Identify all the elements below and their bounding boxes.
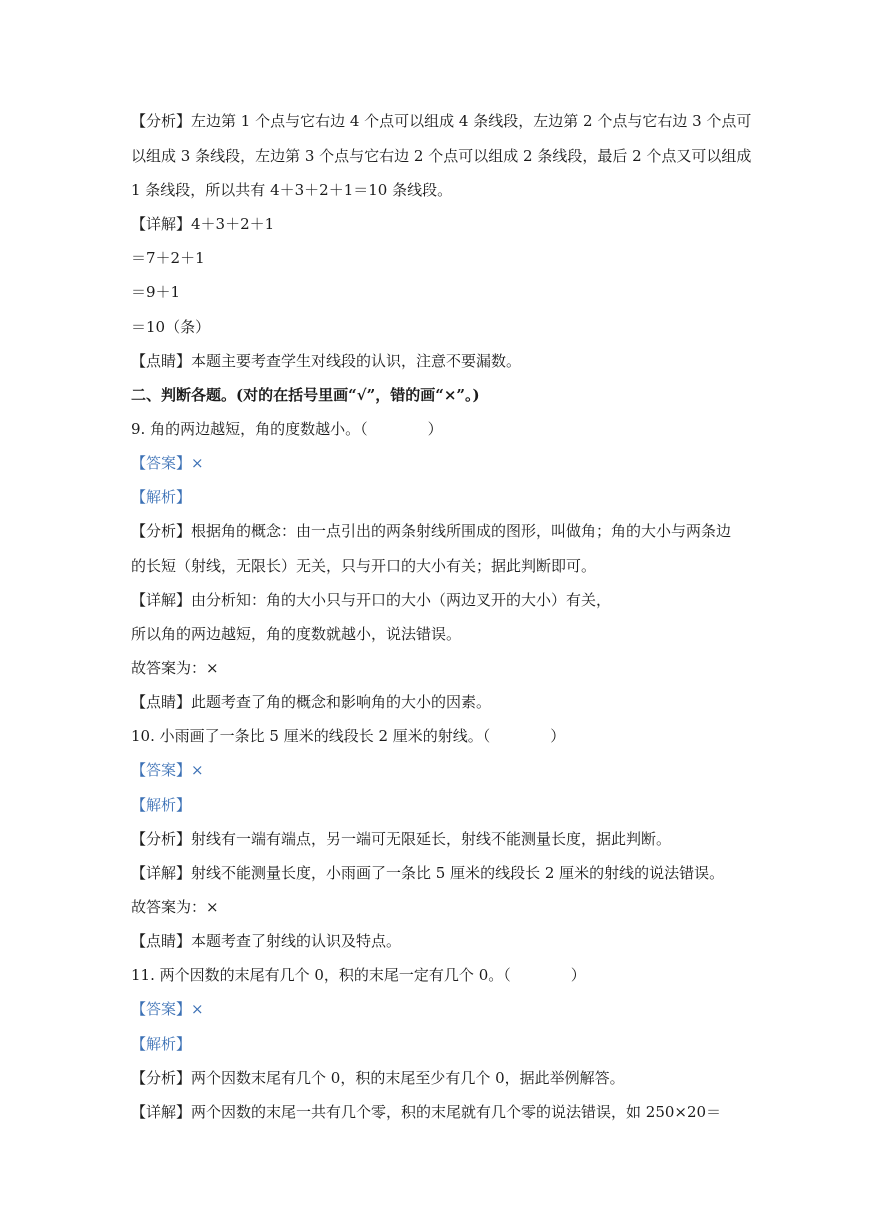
- question-10: 10. 小雨画了一条比 5 厘米的线段长 2 厘米的射线。（ ）: [131, 727, 566, 745]
- q10-comment: 【点睛】本题考查了射线的认识及特点。: [131, 932, 402, 950]
- detail-line-1: 【详解】4＋3＋2＋1: [131, 215, 275, 233]
- q10-explanation-label: 【解析】: [131, 796, 192, 814]
- q10-answer: 【答案】×: [131, 761, 204, 779]
- q9-explanation-label: 【解析】: [131, 488, 192, 506]
- q9-analysis-line-1: 【分析】根据角的概念：由一点引出的两条射线所围成的图形，叫做角；角的大小与两条边: [131, 522, 732, 540]
- analysis-line-2: 以组成 3 条线段，左边第 3 个点与它右边 2 个点可以组成 2 条线段，最后 2 个点又可以组成: [131, 147, 752, 165]
- analysis-line-1: 【分析】左边第 1 个点与它右边 4 个点可以组成 4 条线段，左边第 2 个点与它右边 3 个点可: [131, 112, 752, 130]
- q9-analysis-line-2: 的长短（射线，无限长）无关，只与开口的大小有关；据此判断即可。: [131, 557, 597, 575]
- q11-explanation-label: 【解析】: [131, 1035, 192, 1053]
- q9-detail-line-2: 所以角的两边越短，角的度数就越小，说法错误。: [131, 625, 462, 643]
- q10-analysis: 【分析】射线有一端有端点，另一端可无限延长，射线不能测量长度，据此判断。: [131, 830, 672, 848]
- q11-detail: 【详解】两个因数的末尾一共有几个零，积的末尾就有几个零的说法错误，如 250×20＝: [131, 1103, 722, 1121]
- q10-detail: 【详解】射线不能测量长度，小雨画了一条比 5 厘米的线段长 2 厘米的射线的说法错误。: [131, 864, 725, 882]
- section-heading: 二、判断各题。(对的在括号里画“√”，错的画“×”。): [131, 386, 480, 404]
- q9-answer: 【答案】×: [131, 454, 204, 472]
- question-11: 11. 两个因数的末尾有几个 0，积的末尾一定有几个 0。（ ）: [131, 966, 586, 984]
- detail-line-4: ＝10（条）: [131, 318, 211, 336]
- comment-line: 【点睛】本题主要考查学生对线段的认识，注意不要漏数。: [131, 352, 522, 370]
- q9-conclusion: 故答案为：×: [131, 659, 219, 677]
- q10-conclusion: 故答案为：×: [131, 898, 219, 916]
- detail-line-3: ＝9＋1: [131, 283, 181, 301]
- analysis-line-3: 1 条线段，所以共有 4＋3＋2＋1＝10 条线段。: [131, 181, 453, 199]
- question-9: 9. 角的两边越短，角的度数越小。（ ）: [131, 420, 443, 438]
- detail-line-2: ＝7＋2＋1: [131, 249, 205, 267]
- q9-detail-line-1: 【详解】由分析知：角的大小只与开口的大小（两边叉开的大小）有关，: [131, 591, 612, 609]
- q9-comment: 【点睛】此题考查了角的概念和影响角的大小的因素。: [131, 693, 492, 711]
- q11-analysis: 【分析】两个因数末尾有几个 0，积的末尾至少有几个 0，据此举例解答。: [131, 1069, 625, 1087]
- q11-answer: 【答案】×: [131, 1000, 204, 1018]
